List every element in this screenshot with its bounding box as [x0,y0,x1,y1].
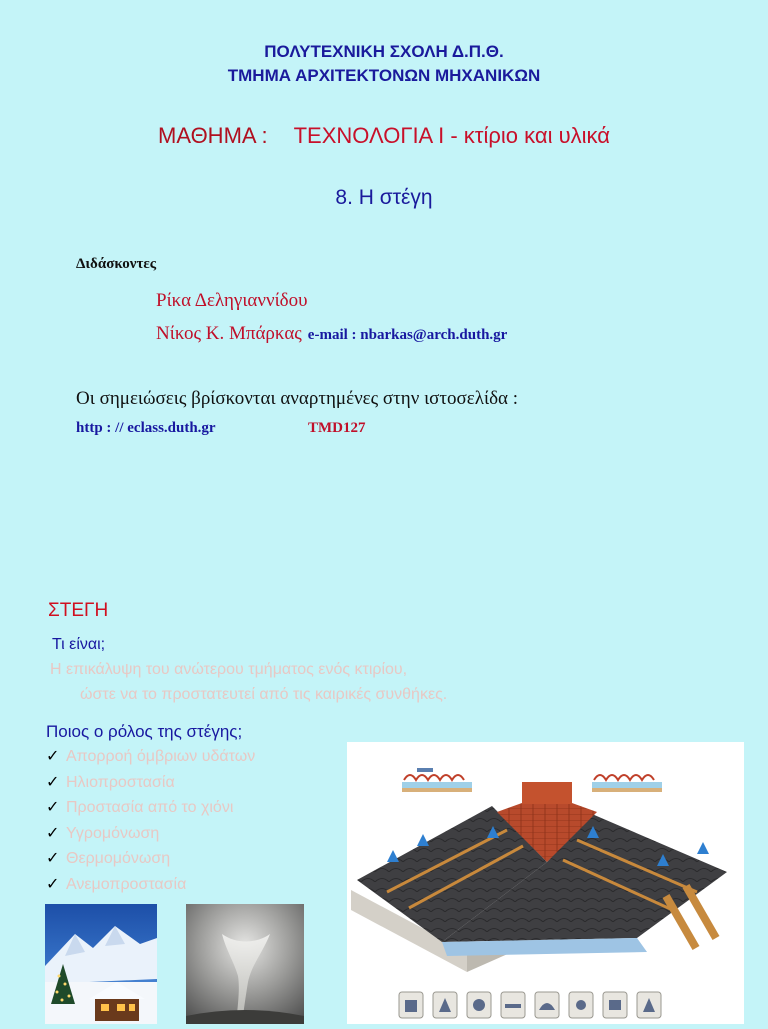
list-item [46,797,255,823]
detail-sketch-right [592,775,662,792]
course-heading [0,123,768,149]
instructor-name-2: Νίκος Κ. Μπάρκας [156,323,302,344]
snowy-chalet-photo [45,904,157,1024]
checkmark-icon: ✓ [46,850,60,868]
detail-sketch-left [402,768,472,792]
list-item [46,746,255,772]
checkmark-icon: ✓ [46,875,60,893]
function-icons-row [399,992,661,1018]
roof-roles-list [46,746,255,900]
role-label: Υγρομόνωση [66,824,160,842]
checkmark-icon: ✓ [46,824,60,842]
checkmark-icon: ✓ [46,799,60,817]
list-item [46,874,255,900]
roof-section-title: ΣΤΕΓΗ [48,600,109,621]
instructor-2-line [156,323,507,345]
tornado-photo [186,904,304,1024]
what-is-question: Τι είναι; [52,636,106,653]
role-label: Προστασία από το χιόνι [66,799,234,817]
role-label: Ανεμοπροστασία [66,875,187,893]
role-label: Ηλιοπροστασία [66,773,175,791]
list-item [46,772,255,798]
notes-location-text: Οι σημειώσεις βρίσκονται αναρτημένες στην ιστοσελίδα : [76,388,519,409]
course-code: TMD127 [308,420,366,436]
definition-line-2: ώστε να το προστατευτεί από τις καιρικές συνθήκες. [80,686,448,703]
definition-line-1: Η επικάλυψη του ανώτερου τμήματος ενός κτιρίου, [50,661,408,678]
list-item [46,848,255,874]
course-label: ΜΑΘΗΜΑ : [158,123,268,148]
instructors-label: Διδάσκοντες [76,256,157,272]
instructor-name-1: Ρίκα Δεληγιαννίδου [156,290,308,311]
role-label: Απορροή όμβριων υδάτων [66,748,256,765]
list-item [46,823,255,849]
roof-structure-diagram [347,742,744,1024]
instructor-email[interactable]: e-mail : nbarkas@arch.duth.gr [307,327,508,343]
course-title: ΤΕΧΝΟΛΟΓΙΑ Ι - κτίριο και υλικά [293,123,610,148]
checkmark-icon: ✓ [46,748,60,765]
school-name: ΠΟΛΥΤΕΧΝΙΚΗ ΣΧΟΛΗ Δ.Π.Θ. [264,42,504,61]
checkmark-icon: ✓ [46,773,60,791]
eclass-link[interactable]: http : // eclass.duth.gr [76,420,216,436]
department-name: ΤΜΗΜΑ ΑΡΧΙΤΕΚΤΟΝΩΝ ΜΗΧΑΝΙΚΩΝ [227,66,541,85]
role-question: Ποιος ο ρόλος της στέγης; [46,722,243,741]
role-label: Θερμομόνωση [66,850,171,868]
chapter-title: 8. Η στέγη [335,186,433,209]
